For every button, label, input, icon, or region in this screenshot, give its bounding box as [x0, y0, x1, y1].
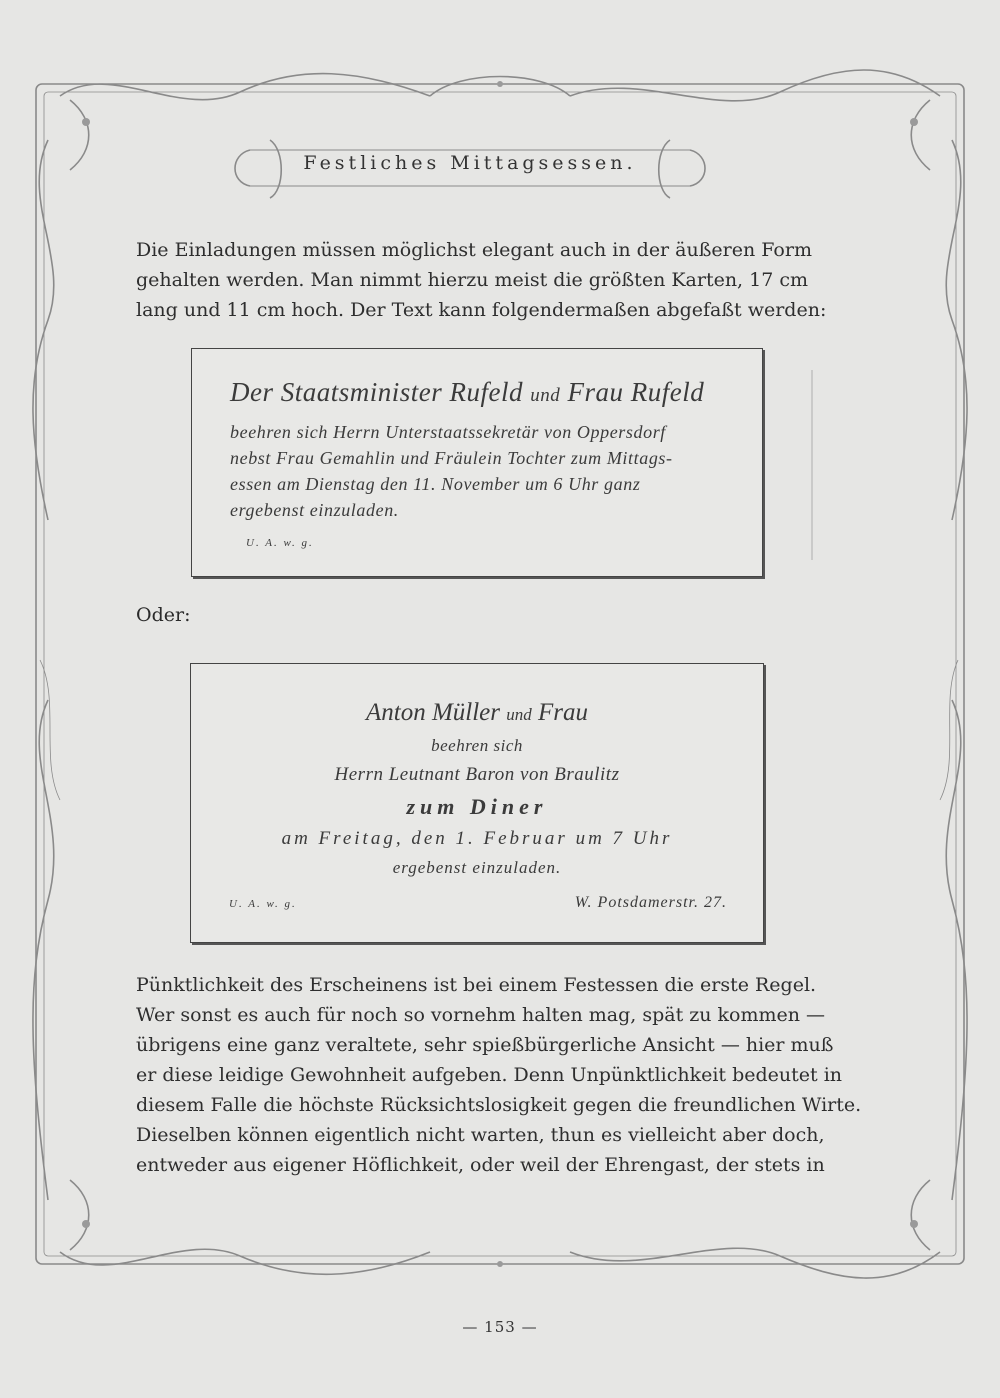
text-line: Dieselben können eigentlich nicht warten, thun es vielleicht aber doch,: [136, 1124, 825, 1146]
text-line: Wer sonst es auch für noch so vornehm halten mag, spät zu kommen —: [136, 1004, 826, 1026]
card2-heading: Anton Müller und Frau: [365, 699, 588, 726]
invitation-card-2: [190, 663, 764, 943]
intro-paragraph: [136, 235, 827, 325]
text-line: übrigens eine ganz veraltete, sehr spießbürgerliche Ansicht — hier muß: [136, 1034, 834, 1056]
card2-line: beehren sich: [431, 736, 523, 755]
text-line: nebst Frau Gemahlin und Fräulein Tochter zum Mittags-: [230, 448, 673, 468]
text-line: ergebenst einzuladen.: [230, 500, 399, 520]
text-line: Die Einladungen müssen möglichst elegant auch in der äußeren Form: [136, 239, 812, 261]
section-heading: Festliches Mittagsessen.: [303, 152, 637, 174]
text-line: diesem Falle die höchste Rücksichtslosigkeit gegen die freundlichen Wirte.: [136, 1094, 862, 1116]
text-line: lang und 11 cm hoch. Der Text kann folgendermaßen abgefaßt werden:: [136, 299, 827, 321]
card1-body: [230, 419, 735, 523]
card1-rsvp: U. A. w. g.: [246, 537, 314, 549]
card2-line: am Freitag, den 1. Februar um 7 Uhr: [281, 828, 673, 849]
invitation-card-1: [191, 348, 763, 577]
text-line: essen am Dienstag den 11. November um 6 Uhr ganz: [230, 474, 641, 494]
card2-address: W. Potsdamerstr. 27.: [574, 894, 727, 911]
text-line: Pünktlichkeit des Erscheinens ist bei einem Festessen die erste Regel.: [136, 974, 817, 996]
text-line: entweder aus eigener Höflichkeit, oder weil der Ehrengast, der stets in: [136, 1154, 825, 1176]
card1-heading: Der Staatsminister Rufeld und Frau Rufeld: [230, 377, 705, 407]
card2-line: Herrn Leutnant Baron von Braulitz: [334, 764, 620, 785]
card2-rsvp: U. A. w. g.: [229, 898, 297, 910]
card2-diner: zum Diner: [406, 794, 548, 819]
text-line: er diese leidige Gewohnheit aufgeben. Denn Unpünktlichkeit bedeutet in: [136, 1064, 843, 1086]
body-paragraph: [136, 970, 862, 1180]
oder-label: Oder:: [136, 604, 191, 626]
text-line: beehren sich Herrn Unterstaatssekretär von Oppersdorf: [230, 422, 666, 442]
page-number: — 153 —: [462, 1318, 538, 1336]
text-line: gehalten werden. Man nimmt hierzu meist die größten Karten, 17 cm: [136, 269, 809, 291]
card2-line: ergebenst einzuladen.: [392, 858, 562, 877]
